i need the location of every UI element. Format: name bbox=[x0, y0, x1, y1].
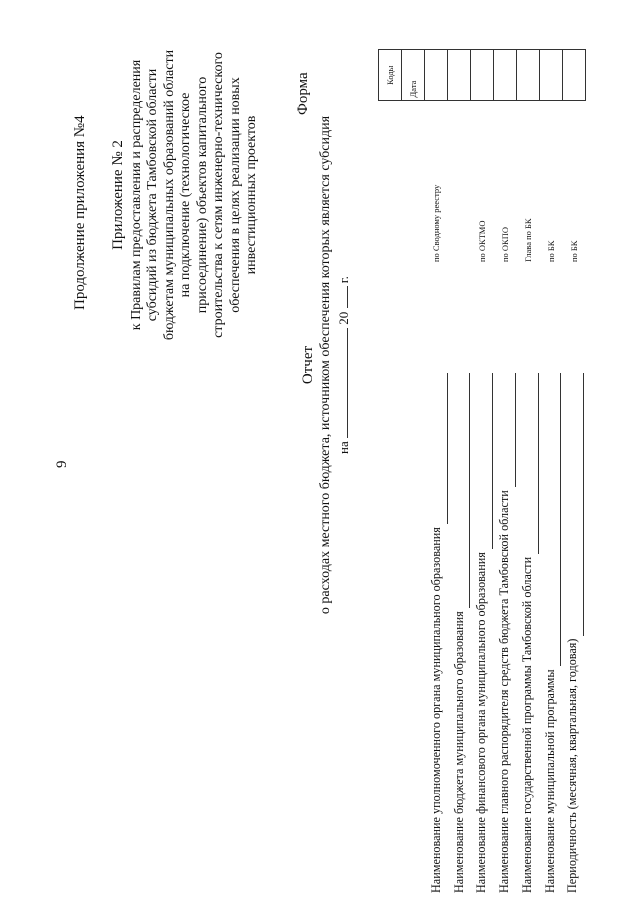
field-label: Наименование финансового органа муниципального образования bbox=[474, 552, 489, 893]
field-municipal-program bbox=[539, 373, 562, 893]
report-heading bbox=[300, 105, 352, 625]
appendix-line: бюджетам муниципальных образований области bbox=[161, 49, 177, 341]
field-label: Наименование государственной программы Тамбовской области bbox=[519, 556, 534, 893]
fill-line[interactable] bbox=[478, 373, 493, 549]
codes-row-label bbox=[448, 101, 471, 265]
fill-line[interactable] bbox=[524, 373, 539, 554]
field-label: Наименование уполномоченного органа муниципального образования bbox=[429, 527, 443, 893]
codes-row-label: по Сводному реестру bbox=[431, 184, 441, 262]
codes-row-value: Дата bbox=[402, 50, 425, 102]
fill-line[interactable] bbox=[546, 373, 561, 666]
appendix-line: к Правилам предоставления и распределения bbox=[128, 59, 144, 331]
codes-row-label: по БК bbox=[546, 240, 556, 262]
date-prefix: на bbox=[336, 441, 351, 454]
appendix-line: субсидий из бюджета Тамбовской области bbox=[145, 68, 160, 322]
appendix-title: Приложение № 2 bbox=[110, 140, 126, 250]
field-financial-body bbox=[470, 373, 493, 893]
codes-row-value bbox=[471, 50, 494, 102]
codes-row-value bbox=[494, 50, 517, 102]
codes-row-label: по ОКПО bbox=[500, 226, 510, 262]
appendix-line: присоединение) объектов капитального bbox=[194, 76, 210, 314]
codes-spacer bbox=[379, 101, 402, 265]
appendix-line: обеспечения в целях реализации новых bbox=[227, 77, 243, 313]
field-chief-administrator bbox=[493, 373, 516, 893]
report-fields bbox=[425, 373, 584, 893]
fill-line[interactable] bbox=[455, 373, 470, 608]
codes-row-label: Глава по БК bbox=[523, 218, 533, 262]
codes-row-value bbox=[563, 50, 586, 102]
field-state-program bbox=[516, 373, 539, 893]
codes-row-value bbox=[448, 50, 471, 102]
page-number: 9 bbox=[54, 460, 70, 468]
field-periodicity bbox=[561, 373, 584, 893]
report-title: Отчет bbox=[300, 345, 316, 385]
form-label: Форма bbox=[295, 72, 311, 115]
codes-table bbox=[378, 49, 586, 265]
field-budget bbox=[448, 373, 471, 893]
date-year: 20 bbox=[336, 311, 351, 325]
codes-row-value bbox=[540, 50, 563, 102]
report-subtitle: о расходах местного бюджета, источником обеспечения которых является субсидия bbox=[318, 115, 333, 615]
codes-row-label bbox=[402, 101, 425, 265]
codes-row-value bbox=[425, 50, 448, 102]
field-label: Периодичность (месячная, квартальная, годовая) bbox=[565, 638, 580, 893]
fill-line[interactable] bbox=[433, 373, 448, 524]
codes-row-label: по БК bbox=[569, 240, 579, 262]
codes-row-value bbox=[517, 50, 540, 102]
codes-header: Коды bbox=[379, 50, 402, 102]
field-label: Наименование главного распорядителя средств бюджета Тамбовской области bbox=[497, 490, 512, 893]
field-authorized-body bbox=[425, 373, 448, 893]
appendix-line: инвестиционных проектов bbox=[244, 115, 259, 275]
appendix-line: строительства к сетям инженерно-технического bbox=[211, 52, 226, 338]
report-date-line bbox=[335, 105, 352, 625]
field-label: Наименование бюджета муниципального образования bbox=[451, 611, 466, 893]
field-label: Наименование муниципальной программы bbox=[542, 669, 557, 893]
codes-row-label: по ОКТМО bbox=[477, 220, 487, 262]
fill-line[interactable] bbox=[501, 373, 516, 487]
appendix-continuation: Продолжение приложения №4 bbox=[72, 115, 88, 310]
fill-line[interactable] bbox=[569, 373, 584, 636]
date-suffix: г. bbox=[336, 276, 351, 284]
appendix-line: на подключение (технологическое bbox=[178, 92, 193, 298]
appendix-block bbox=[110, 5, 261, 385]
